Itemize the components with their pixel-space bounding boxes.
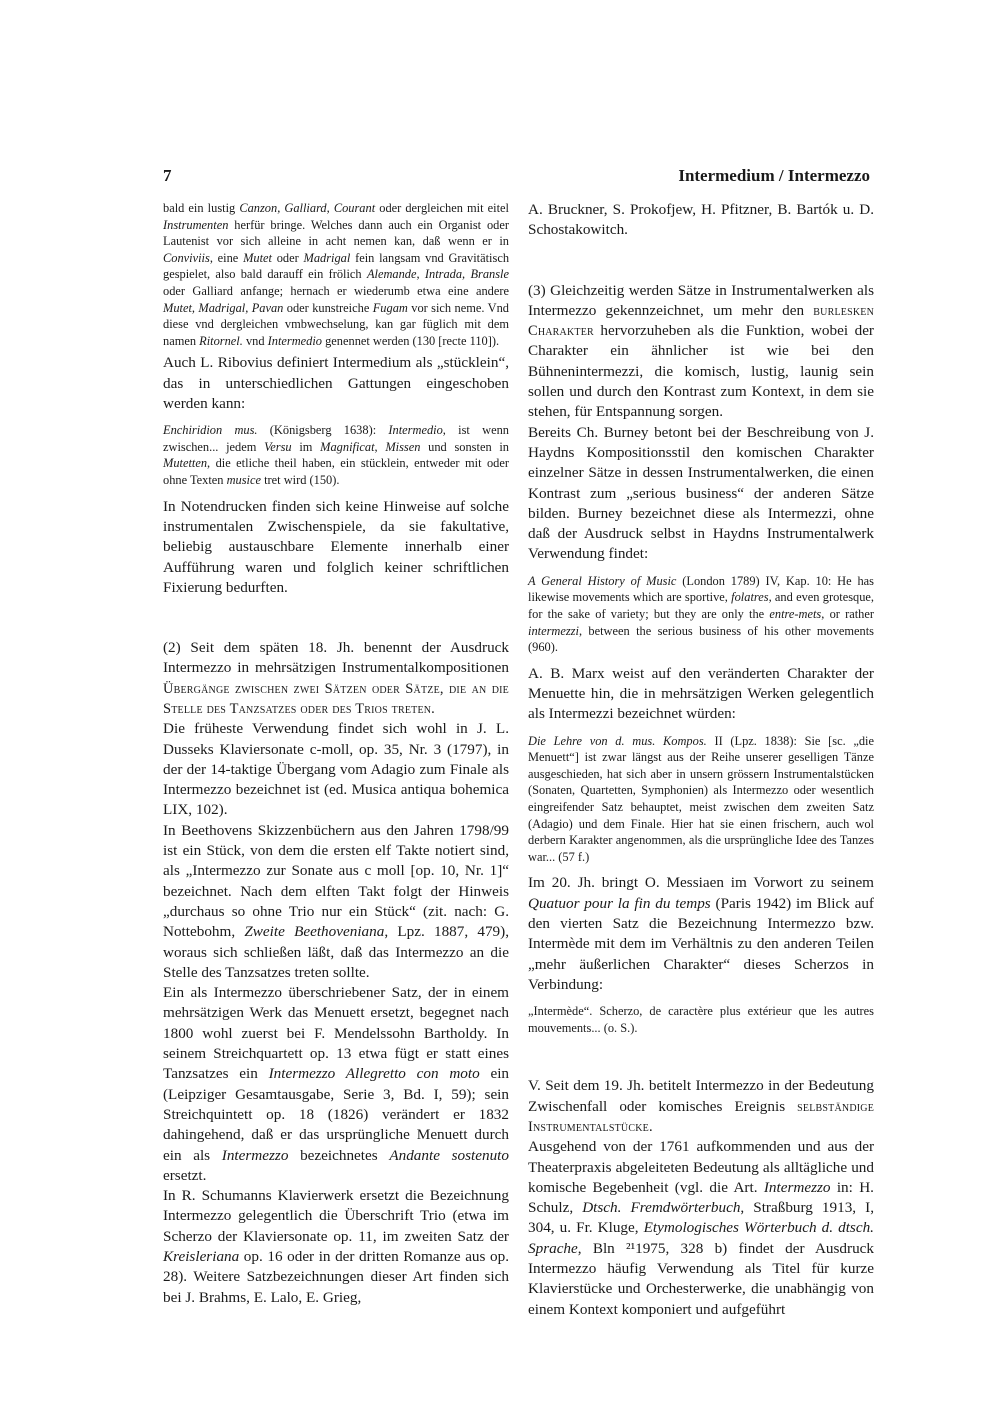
quote-marx: Die Lehre von d. mus. Kompos. II (Lpz. 1838): Sie [sc. „die Menuett“] ist zwar längst aus der Reihe unserer geselligen Tänze ausgeschieden, hat sich aber in unsern grössern Instrumentalstücken (Sonaten, Quartetten, Symphonien) als Intermezzo oder wesentlich eingreifender Satz behauptet, meist zwischen dem zweiten Satz (Adagio) und dem Finale. Hier hat sie einen frischern, auch wol derbern Karakter angenommen, als die ursprüngliche Idee des Tanzes war... (57 f.) — [528, 733, 874, 864]
quote-messiaen: „Intermède“. Scherzo, de caractère plus extérieur que les autres mouvements... (o. S.). — [528, 1004, 874, 1035]
paragraph-schumann: In R. Schumanns Klavierwerk ersetzt die Bezeichnung Intermezzo gelegentlich die Überschrift Trio (etwa im Scherzo der Klaviersonate op. 11, im zweiten Satz der Kreisleriana op. 16 oder in der dritten Romanze aus op. 28). Weitere Satzbezeichnungen dieser Art finden sich bei J. Brahms, E. Lalo, E. Grieg, — [163, 1187, 509, 1306]
paragraph-messiaen: Im 20. Jh. bringt O. Messiaen im Vorwort zu seinem Quatuor pour la fin du temps (Paris 1942) im Blick auf den vierten Satz die Bezeichnung Intermezzo bzw. Intermède mit dem im Verhältnis zu den anderen Teilen „mehr äußerlichen Charakter“ dieses Scherzos in Verbindung: — [528, 874, 874, 993]
paragraph-mendelssohn: Ein als Intermezzo überschriebener Satz, der in einem mehrsätzigen Werk das Menuett ersetzt, begegnet nach 1800 wohl zuerst bei F. Mendelssohn Bartholdy. In seinem Streichquartett op. 13 etwa fügt er statt eines Tanzsatzes ein Intermezzo Allegretto con moto ein (Leipziger Gesamtausgabe, Serie 3, Bd. I, 59); sein Streichquintett op. 18 (1826) verändert er 1832 dahingehend, daß er das ursprüngliche Menuett durch ein als Intermezzo bezeichnetes Andante sostenuto ersetzt. — [163, 984, 510, 1184]
section-3-intro: (3) Gleichzeitig werden Sätze in Instrumentalwerken als Intermezzo gekennzeichnet, um mehr den burlesken Charakter hervorzuheben als die Funktion, wobei der Charakter ein ähnlicher ist wie bei den Bühnenintermezzi, die komisch, lustig, launig sein sollen und durch den Kontrast zum Kontext, in dem sie stehen, für Entspannung sorgen. — [528, 281, 874, 421]
quote-praetorius: bald ein lustig Canzon, Galliard, Courant oder dergleichen mit eitel Instrumenten herfür bringe. Welches dann auch ein Organist oder Lautenist vor sich alleine in acht nemen kan, daß wenn er in Conviviis, eine Mutet oder Madrigal fein langsam vnd Gravitätisch gespielet, also bald darauff ein frölich Alemande, Intrada, Bransle oder Galliard anfange; hernach er wiederumb etwa eine andere Mutet, Madrigal, Pavan oder kunstreiche Fugam vor sich neme. Vnd diese vnd dergleichen vmbwechselung, kan gar füglich mit dem namen Ritornel. vnd Intermedio genennet werden (130 [recte 110]). — [163, 201, 510, 348]
right-column — [528, 200, 874, 1320]
paragraph-composers-continued: A. Bruckner, S. Prokofjew, H. Pfitzner, B. Bartók u. D. Schostakowitch. — [528, 201, 874, 239]
section-2-intro: (2) Seit dem späten 18. Jh. benennt der Ausdruck Intermezzo in mehrsätzigen Instrumentalkompositionen Übergänge zwischen zwei Sätzen oder Sätze, die an die Stelle des Tanzsatzes oder des Trios treten. — [163, 639, 509, 717]
quote-burney: A General History of Music (London 1789) IV, Kap. 10: He has likewise movements which are sportive, folatres, and even grotesque, for the sake of variety; but they are only the entre-mets, or rather intermezzi, between the serious business of his other movements (960). — [528, 573, 875, 655]
paragraph-notendrucke: In Notendrucken finden sich keine Hinweise auf solche instrumentalen Zwischenspiele, da sie fakultative, beliebig austauschbare Elemente innerhalb einer Aufführung waren und folglich keiner schriftlichen Fixierung bedurften. — [163, 497, 509, 596]
section-v-intro: V. Seit dem 19. Jh. betitelt Intermezzo in der Bedeutung Zwischenfall oder komisches Ereignis selbständige Instrumentalstücke. — [528, 1077, 874, 1135]
paragraph-theaterpraxis: Ausgehend von der 1761 aufkommenden und aus der Theaterpraxis abgeleiteten Bedeutung als alltägliche und komische Begebenheit (vgl. die Art. Intermezzo in: H. Schulz, Dtsch. Fremdwörterbuch, Straßburg 1913, I, 304, u. Fr. Kluge, Etymologisches Wörterbuch d. dtsch. Sprache, Bln ²¹1975, 328 b) findet der Ausdruck Intermezzo häufig Verwendung als Titel für kurze Klavierstücke und Orchesterwerke, die unabhängig von einem Kontext komponiert und aufgeführt — [528, 1138, 874, 1318]
page-number: 7 — [163, 166, 172, 185]
paragraph-marx: A. B. Marx weist auf den veränderten Charakter der Menuette hin, die in mehrsätzigen Werken gelegentlich als Intermezzi bezeichnet würden: — [528, 664, 874, 723]
left-column — [163, 200, 509, 1308]
paragraph-beethoven: In Beethovens Skizzenbüchern aus den Jahren 1798/99 ist ein Stück, von dem die ersten elf Takte notiert sind, als „Intermezzo zur Sonate aus c moll [op. 10, Nr. 1]“ bezeichnet. Nach dem elften Takt folgt der Hinweis „durchaus so ohne Trio nur ein Stück“ (zit. nach: G. Nottebohm, Zweite Beethoveniana, Lpz. 1887, 479), woraus sich schließen läßt, daß das Intermezzo an die Stelle des Tanzsatzes treten sollte. — [163, 821, 509, 981]
paragraph-ribovius: Auch L. Ribovius definiert Intermedium als „stücklein“, das in unterschiedlichen Gattungen eingeschoben werden kann: — [163, 354, 509, 412]
paragraph-dussek: Die früheste Verwendung findet sich wohl in J. L. Dusseks Klaviersonate c-moll, op. 35, Nr. 3 (1797), in der der 14-taktige Übergang vom Adagio zum Finale als Intermezzo bezeichnet ist (ed. Musica antiqua bohemica LIX, 102). — [163, 720, 509, 819]
paragraph-burney: Bereits Ch. Burney betont bei der Beschreibung von J. Haydns Kompositionsstil den komischen Charakter einzelner Sätze in dessen Instrumentalwerken, die einen Kontrast zum „serious business“ der anderen Sätze bilden. Burney bezeichnet diese als Intermezzi, ohne daß der Ausdruck selbst in Haydns Instrumentalwerk Verwendung findet: — [528, 423, 874, 563]
running-head: Intermedium / Intermezzo — [678, 166, 870, 185]
quote-enchiridion: Enchiridion mus. (Königsberg 1638): Intermedio, ist wenn zwischen... jedem Versu im Magnificat, Missen und sonsten in Mutetten, die etliche theil haben, ein stücklein, entweder mit oder ohne Texten musice tret wird (150). — [163, 423, 509, 488]
